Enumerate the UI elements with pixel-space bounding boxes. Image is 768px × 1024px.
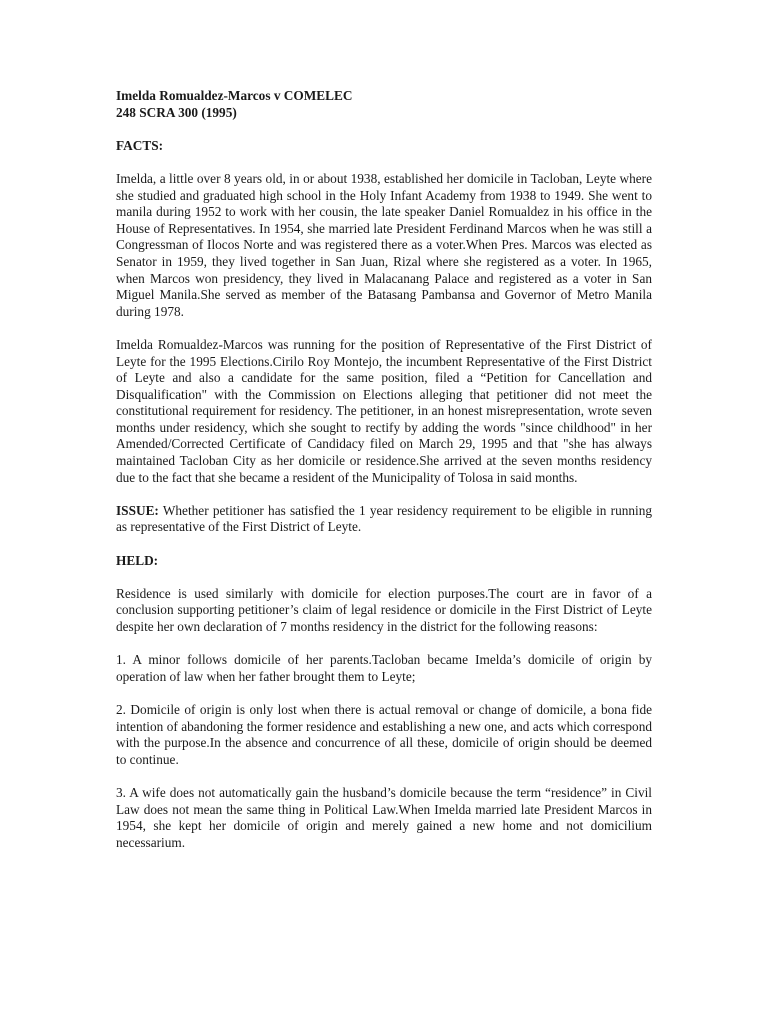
- spacer: [116, 685, 652, 702]
- spacer: [116, 536, 652, 553]
- facts-heading: FACTS:: [116, 137, 164, 153]
- spacer: [116, 154, 652, 171]
- issue-paragraph: [116, 503, 652, 536]
- held-reason-3: 3. A wife does not automatically gain the husband’s domicile because the term “residence” in Civil Law does not mean the same thing in Political Law.When Imelda married late President Marcos in 1954, she kept her domicile of origin and merely gained a new home and not domicilium necessarium.: [116, 784, 652, 850]
- spacer: [116, 121, 652, 138]
- facts-paragraph: Imelda Romualdez-Marcos was running for the position of Representative of the First District of Leyte for the 1995 Elections.Cirilo Roy Montejo, the incumbent Representative of the First District of Leyte and also a candidate for the same position, filed a “Petition for Cancellation and Disqualification" with the Commission on Elections alleging that petitioner did not meet the constitutional requirement for residency. The petitioner, in an honest misrepresentation, wrote seven months under residency, which she sought to rectify by adding the words "since childhood" in her Amended/Corrected Certificate of Candidacy filed on March 29, 1995 and that "she has always maintained Tacloban City as her domicile or residence.She arrived at the seven months residency due to the fact that she became a resident of the Municipality of Tolosa in said months.: [116, 336, 652, 485]
- held-reason-2: 2. Domicile of origin is only lost when there is actual removal or change of domicile, a bona fide intention of abandoning the former residence and establishing a new one, and acts which correspond with the purpose.In the absence and concurrence of all these, domicile of origin should be deemed to continue.: [116, 701, 652, 767]
- facts-paragraph: Imelda, a little over 8 years old, in or about 1938, established her domicile in Tacloban, Leyte where she studied and graduated high school in the Holy Infant Academy from 1938 to 1949. She went to manila during 1952 to work with her cousin, the late speaker Daniel Romualdez in his office in the House of Representatives. In 1954, she married late President Ferdinand Marcos when he was still a Congressman of Ilocos Norte and was registered there as a voter.When Pres. Marcos was elected as Senator in 1959, they lived together in San Juan, Rizal where she registered as a voter. In 1965, when Marcos won presidency, they lived in Malacanang Palace and registered as a voter in San Miguel Manila.She served as member of the Batasang Pambansa and Governor of Metro Manila during 1978.: [116, 170, 652, 319]
- spacer: [116, 768, 652, 785]
- held-intro: Residence is used similarly with domicile for election purposes.The court are in favor of a conclusion supporting petitioner’s claim of legal residence or domicile in the First District of Leyte despite her own declaration of 7 months residency in the district for the following reasons:: [116, 585, 652, 634]
- held-reason-1: 1. A minor follows domicile of her parents.Tacloban became Imelda’s domicile of origin by operation of law when her father brought them to Leyte;: [116, 652, 652, 684]
- spacer: [116, 636, 652, 653]
- spacer: [116, 486, 652, 503]
- issue-label: ISSUE:: [116, 502, 159, 518]
- spacer: [116, 320, 652, 337]
- spacer: [116, 569, 652, 586]
- issue-text: Whether petitioner has satisfied the 1 year residency requirement to be eligible in running as representative of the First District of Leyte.: [116, 502, 652, 535]
- held-heading: HELD:: [116, 552, 159, 568]
- document-body: [116, 88, 652, 851]
- case-citation: 248 SCRA 300 (1995): [116, 104, 237, 120]
- case-title: Imelda Romualdez-Marcos v COMELEC: [116, 88, 353, 103]
